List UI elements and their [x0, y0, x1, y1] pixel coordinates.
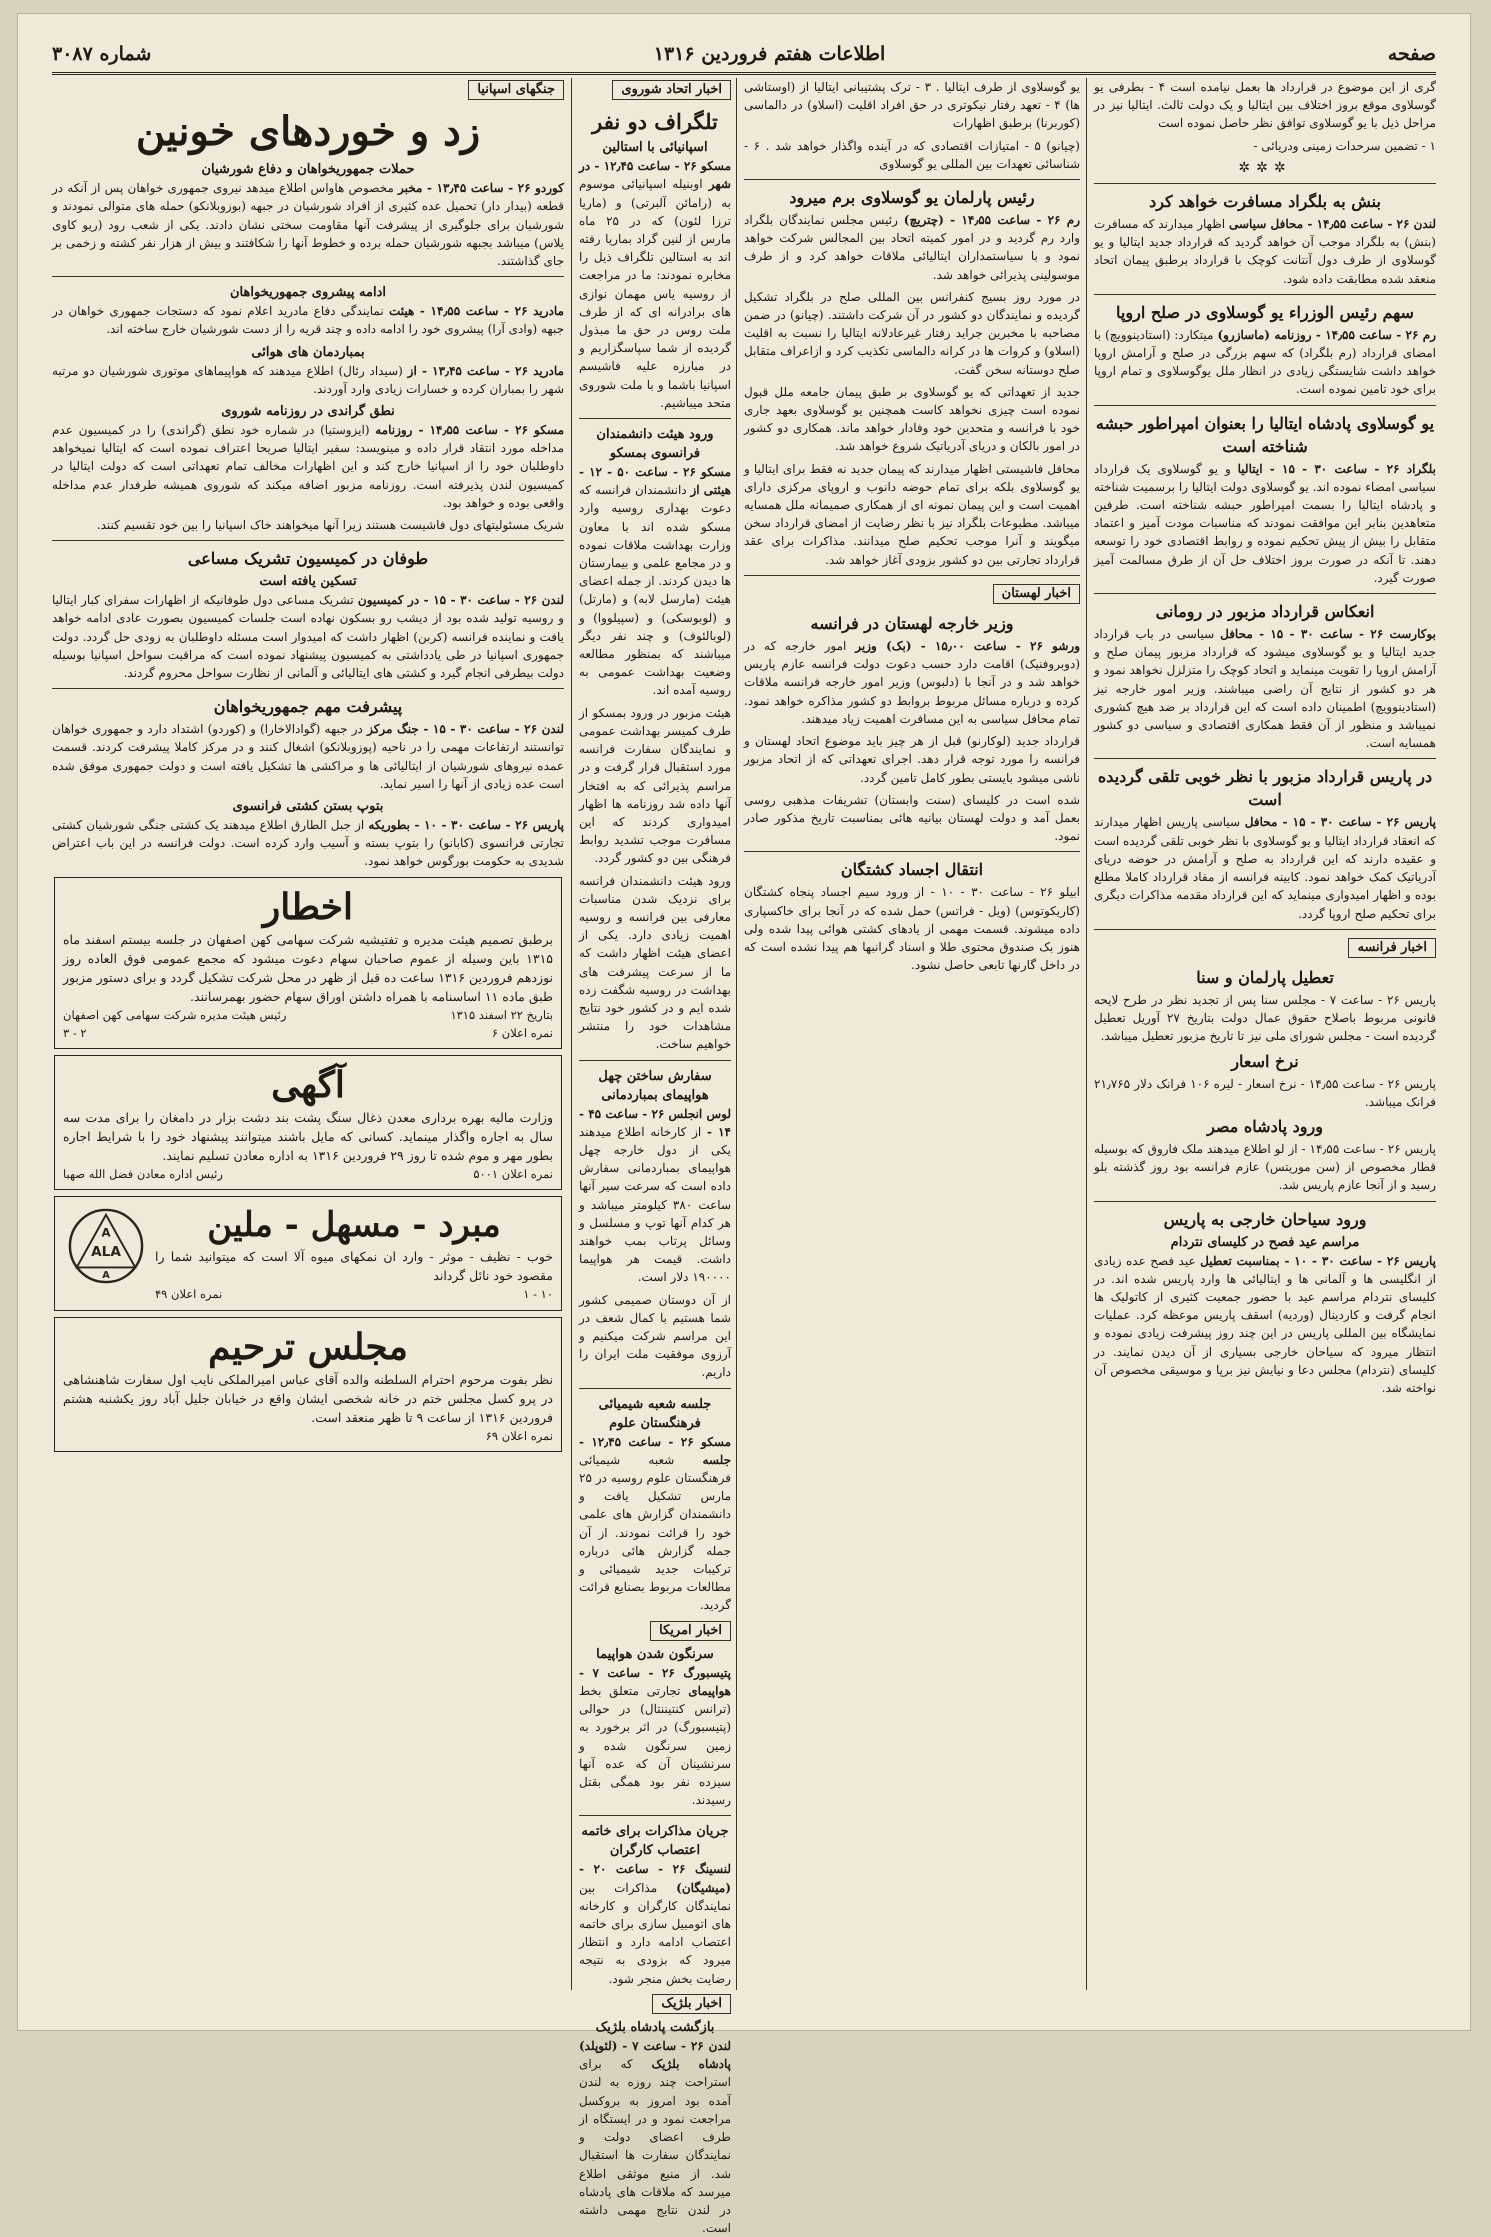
article-text: که برای استراحت چند روزه به لندن آمده بود امروز به بروکسل مراجعت نمود و در ایستگاه از طرف اعضای دولت و نمایندگان سفارت ها استقبال شد. از منبع موثقی اطلاع میرسد که ملاقات های پادشاه در لندن نتایج مهمی داشته است. [579, 2057, 731, 2236]
article-text: پاریس ۲۶ - ساعت ۱۴٫۵۵ - نرخ اسعار - لیره ۱۰۶ فرانک دلار ۲۱٫۷۶۵ فرانک میباشد. [1094, 1076, 1436, 1109]
article-text: مذاکرات بین نمایندگان کارگران و کارخانه های اتومبیل سازی برای خاتمه اعتصاب ادامه دارد و انتظار میرود که بزودی به نتیجه رضایت بخش منجر شود. [579, 1880, 731, 1986]
headline: سهم رئیس الوزراء یو گوسلاوی در صلح اروپا [1116, 302, 1414, 322]
article-text: مخصوص هاواس اطلاع میدهد نیروی جمهوری خواهان پس از آنکه در قطعه (بیدار دار) تحمیل عده کثیری از افراد شورشیان در جبهه (بوزوبلانکو) حمله های متوالی نمودند و شورشیان برای جلوگیری از پیشرفت آنها مقاومت سختی نشان دادند. یکی از شعب رود (ریو کاوی یلاس) میباشد بجبهه شورشیان حمله برده و خطوط آنها را شکافتند و بیش از هزار نفر کشته و زخمی بر جای گذاشتند. [52, 181, 564, 269]
newspaper-page [18, 14, 1470, 2236]
subheadline: تسکین یافته است [259, 574, 357, 590]
article-text: شریک مسئولیتهای دول فاشیست هستند زیرا آنها میخواهند خاک اسپانیا را بین خود تقسیم کنند. [96, 518, 564, 533]
column-rule [571, 78, 572, 1990]
headline: زد و خوردهای خونین [135, 108, 481, 156]
headline: یو گوسلاوی پادشاه ایتالیا را بعنوان امپراطور حبشه شناخته است [1095, 413, 1435, 456]
article-text: پاریس ۲۶ - ساعت ۱۴٫۵۵ - از لو اطلاع میدهند ملک فاروق که بوسیله قطار مخصوص از (سن موریتس) عازم فرانسه بود روز گذشته بلو رسید و از آنجا عازم پاریس شد. [1094, 1141, 1436, 1193]
article-text: هیئت مزبور در ورود بمسکو از طرف کمیسر بهداشت عمومی و نمایندگان سفارت فرانسه مورد استقبال قرار گرفت و در مراسم پذیرائی که به افتخار آنها داده شد روزنامه ها اظهار امیدواری کردند که این مسافرت موجب تشدید روابط فرهنگی بین دو کشور گردد. [579, 705, 731, 866]
dateline: پاریس ۲۶ - ساعت ۳۰ - ۱۰ - بطوریکه [368, 818, 565, 833]
article-text: شعبه شیمیائی فرهنگستان علوم روسیه در ۲۵ مارس تشکیل یافت و دانشمندان گزارش های علمی خود را قرائت نمودند. از آن جمله گزارش هائی درباره ترکیبات جدید شیمیائی و مطالعات مربوط بصنایع قرائت گردید. [579, 1452, 731, 1613]
headline: بنش به بلگراد مسافرت خواهد کرد [1149, 192, 1381, 212]
divider [579, 1815, 731, 1816]
headline: ورود هیئت دانشمندان فرانسوی بمسکو [596, 427, 714, 462]
dateline: پتیسبورگ ۲۶ - ساعت ۷ - هواپیمای [579, 1665, 731, 1699]
page-label: صفحه [1387, 43, 1436, 65]
column-1 [1094, 78, 1436, 1994]
divider [744, 179, 1080, 180]
notice-footer [63, 1024, 553, 1042]
notice-text: برطبق تصمیم هیئت مدیره و تفتیشیه شرکت سهامی کهن اصفهان در جلسه بیستم اسفند ماه ۱۳۱۵ باین وسیله از عموم صاحبان سهام دعوت میشود که مجمع عمومی فوق العاده روز نوزدهم فروردین ۱۳۱۶ ساعت ده قبل از ظهر در محل شرکت تشکیل گردد و برای دستور مزبور طبق ماده ۱۱ اساسنامه با همراه داشتن اوراق سهام حضور بهمرسانند. [63, 931, 554, 1004]
headline: تعطیل پارلمان و سنا [1196, 967, 1334, 987]
article-text: و یو گوسلاوی یک قرارداد سیاسی امضاء نموده اند. یو گوسلاوی دولت ایتالیا را برسمیت شناخته و پادشاه ایتالیا را بسمت امپراطور حبشه شناخته است. طرفین متعاهدین بنابر این موافقت نمودند که مناسبات مودت آمیز و اعتماد متقابل را بیش از پیش تحکیم نموده و روابط اقتصادی خود را توسعه دهند. تا آنکه در صورت بروز اختلاف حل آن از طرق مسالمت آمیز صورت گیرد. [1094, 461, 1436, 585]
dateline: ورشو ۲۶ - ساعت ۱۵٫۰۰ - (بک) وزیر [855, 639, 1080, 654]
headline: سرنگون شدن هواپیما [596, 1646, 714, 1662]
section-label: اخبار بلژیک [652, 1994, 731, 2014]
column-3 [579, 78, 732, 2236]
subheadline: حملات جمهوریخواهان و دفاع شورشیان [201, 162, 415, 178]
divider [744, 575, 1080, 576]
ala-logo-icon [67, 1207, 145, 1285]
product-code: ۱۰ - ۱ [523, 1287, 553, 1302]
subheadline: مراسم عید فصح در کلیسای نتردام [1170, 1234, 1360, 1250]
dateline: مادرید ۲۶ - ساعت ۱۳٫۴۵ - از [407, 363, 564, 378]
divider [579, 418, 731, 419]
advertisement-signature: رئیس اداره معادن فضل الله صهبا [63, 1167, 223, 1182]
article-text: گری از این موضوع در قرارداد ها بعمل نیامده است ۴ - بطرفی یو گوسلاوی موقع بروز اختلاف بین ایتالیا و یک دولت ثالث. ایتالیا نیز در مراحل ذیل با یو گوسلاوی توافق نظر حاصل نموده است [1094, 80, 1436, 131]
article-text: امور خارجه که در (دوبروفنیک) اقامت دارد حسب دعوت دولت فرانسه عازم پاریس خواهد شد و در آنجا با (دلبوس) وزیر امور خارجه فرانسه ملاقات کرده و درباره مسائل مربوط بروابط دو کشور مذاکره خواهد نمود. تمام محافل سیاسی به این مسافرت اهمیت زیاد میدهند. [744, 639, 1080, 726]
product-text: خوب - نظیف - موثر - وارد ان نمکهای میوه آلا است که میتوانید شما را مقصود خود نائل گرداند [155, 1249, 553, 1284]
dateline: لندن ۲۶ - ساعت ۷ - (لئوپلد) پادشاه بلژیک [579, 2039, 731, 2072]
dateline: بلگراد ۲۶ - ساعت ۳۰ - ۱۵ - ایتالیا [1237, 461, 1436, 476]
advertisement-box [54, 1055, 562, 1190]
dateline: پاریس ۲۶ - ساعت ۳۰ - ۱۰ - بمناسبت تعطیل [1200, 1253, 1436, 1268]
headline: پیشرفت مهم جمهوریخواهان [213, 697, 403, 717]
article-text: از آن دوستان صمیمی کشور شما هستیم با کمال شعف در این مراسم شرکت میکنیم و آرزوی موفقیت ملت ایران را داریم. [579, 1292, 731, 1380]
headline: نطق گراندی در روزنامه شوروی [221, 404, 395, 420]
article-text: اظهار میدارند که مسافرت (بنش) به بلگراد موجب آن خواهد گردید که قرارداد جدید ایتالیا و یو گوسلاوی از طرف دول آنتانت کوچک با قرارداد برطبق پیمان اتحاد منعقد شده مطابقت داده شود. [1094, 217, 1436, 286]
article-text: پاریس ۲۶ - ساعت ۷ - مجلس سنا پس از تجدید نظر در طرح لایحه قانونی مربوط باصلاح حقوق عمال دولت بتاریخ ۲۷ آوریل تعطیل گردیده است - مجلس شورای ملی نیز تا تاریخ مزبور تعطیل میباشد. [1094, 992, 1436, 1044]
dateline: لوس انجلس ۲۶ - ساعت ۴۵ - ۱۴ - [579, 1106, 731, 1139]
advertisement-footer [63, 1165, 553, 1183]
headline: نرخ اسعار [1231, 1051, 1299, 1071]
memorial-text: نظر بفوت مرحوم احترام السلطنه والده آقای عباس امیرالملکی نایب اول سفارت شاهنشاهی در پرو کسل مجلس ختم در خانه شخصی ایشان واقع در خیابان جلیل آباد روز یکشنبه هشتم فروردین ۱۳۱۶ از ساعت ۹ تا ظهر منعقد است. [63, 1371, 553, 1425]
dateline: مسکو ۲۶ - ساعت ۱۲٫۴۵ - در شهر [579, 159, 731, 192]
article-text: جدید از تعهداتی که یو گوسلاوی بر طبق پیمان جامعه ملل قبول نموده است چیزی نخواهد کاست همچنین یو گوسلاوی بعهد جاری خود با فرانسه و متحدین خود وفادار خواهد ماند. همکاری دو کشور در امور بالکان و دریای آدریاتیک شروع خواهد شد. [744, 384, 1080, 454]
divider [1094, 929, 1436, 930]
dateline: لندن ۲۶ - ساعت ۳۰ - ۱۵ - جنگ مرکز [367, 722, 564, 737]
date-line: اطلاعات هفتم فروردین ۱۳۱۶ [653, 43, 886, 65]
memorial-title: مجلس ترحیم [208, 1325, 408, 1368]
divider [744, 851, 1080, 852]
article-text: میتکارد: (استادینوویچ) با امضای قرارداد (رم بلگراد) که سهم بزرگی در صلح و آرامش اروپا خواهد داشت شایستگی زیادی در انظار ملل یوگوسلاوی و تمام اروپا برای خود تامین نموده است. [1094, 327, 1436, 397]
subheadline: اسپانیائی با استالین [602, 140, 708, 156]
divider [1094, 183, 1436, 184]
article-text: ۱ - تضمین سرحدات زمینی ودریائی - [1253, 138, 1436, 153]
article-text: در جبهه (گوادالاخارا) و (کوردو) اشتداد دارد و جمهوری خواهان توانستند ارتفاعات مهمی را در ناحیه (پوزوبلانکو) اشغال کنند و در مرکز کاملا پیشرفت کردند. قسمت عمده نیروهای شورشیان از ایتالیائی ها و مراکشی ها تشکیل یافته است و دولت جمهوری موفق شده است عده زیادی از آنها را اسیر نماید. [52, 722, 564, 791]
divider [1094, 294, 1436, 295]
dateline: لندن ۲۶ - ساعت ۳۰ - ۱۵ - در کمیسیون [357, 593, 565, 608]
notice-box [54, 877, 562, 1049]
dateline: مسکو ۲۶ - ساعت ۱۲٫۴۵ - جلسه [579, 1434, 731, 1467]
dateline: لندن ۲۶ - ساعت ۱۴٫۵۵ - محافل سیاسی [1228, 217, 1436, 232]
dateline: کوردو ۲۶ - ساعت ۱۳٫۴۵ - مخبر [398, 181, 564, 196]
article-text: تجارتی متعلق بخط (ترانس کنتیننتال) در حوالی (پتیسبورگ) در اثر برخورد به زمین سرنگون شده و سرنشینان آن که عده آنها سیزده نفر بود همگی بقتل رسیدند. [579, 1684, 731, 1808]
divider [1094, 758, 1436, 759]
section-label: جنگهای اسپانیا [468, 80, 564, 100]
headline: انعکاس قرارداد مزبور در رومانی [1155, 602, 1375, 622]
logo-word: ALA [91, 1244, 121, 1261]
article-text: قرارداد جدید (لوکارنو) قبل از هر چیز باید موضوع اتحاد لهستان و فرانسه را مورد توجه قرار دهد. اجرای تعهداتی که از اتحاد مزبور ناشی میشود بایستی بطور کامل تامین گردد. [744, 734, 1080, 785]
article-text: از کارخانه اطلاع میدهند یکی از دول خارجه چهل هواپیمای بمباردمانی سفارش داده است که سرعت سیر آنها ساعت ۳۸۰ کیلومتر میباشد و هر کدام آنها توپ و مسلسل و وسائل پرتاب بمب خواهند داشت. قیمت هر هواپیما ۱۹۰۰۰۰ دلار است. [579, 1124, 732, 1285]
headline: طوفان در کمیسیون تشریک مساعی [187, 549, 429, 569]
memorial-box [54, 1317, 562, 1452]
article-text: در مورد روز بسیج کنفرانس بین المللی صلح در بلگراد تشکیل گردیده و نمایندگان دو کشور در آن شرکت داشتند. (چیانو) در ضمن مصاحبه با مخبرین جراید رفتار غیرعادلانه ایتالیا را نسبت به اقلیت (اسلاو) و کروات ها در کرانه دالماسی تکذیب کرد و ازاعراف متقابل صلح دوستانه سخن گفت. [744, 289, 1080, 377]
divider [579, 1060, 731, 1061]
article-text: ابیلو ۲۶ - ساعت ۳۰ - ۱۰ - از ورود سیم اجساد پنجاه کشتگان (کاریکوتوس) (ویل - فراتس) حمل شده که در آنجا برای خاکسپاری داده میشوند. قسمت مهمی از یادهای کشتی هوائی پیدا شده ولی هنوز بک صندوق محتوی طلا و اسناد گرانبها هم پیدا نشده است که در داخل گارنها تابعی حاصل نشود. [744, 885, 1080, 973]
notice-number: نمره اعلان ۶ [491, 1025, 553, 1040]
masthead [52, 36, 1436, 75]
article-text: سیاسی در باب قرارداد جدید ایتالیا و یو گوسلاوی میشود که قرارداد مزبور پیمان صلح و آرامش اروپا را تقویت مینماید و اتحاد کوچک را متزلزل نخواهد نمود و هر دو کشور از نتایج آن راضی میباشند. وزیر امور خارجه نیز (استادینوویچ) اطمینان داده است که این قرارداد بر ضد هیچ کشوری نمیباشد و منظور از آن فقط همکاری اقتصادی و سیاسی دو کشور همسایه است. [1094, 627, 1436, 751]
product-brand: مبرد - مسهل - ملین [207, 1205, 501, 1246]
article-text: محافل فاشیستی اظهار میدارند که پیمان جدید نه فقط برای ایتالیا و یو گوسلاوی بلکه برای تمام حوضه دانوب و اروپای مرکزی دارای اهمیت است و این پیمان نمونه ای از همکاری صمیمانه ملل همسایه میباشد. مطبوعات بلگراد نیز با نظر رضایت از امضای قرارداد سخن میگویند و آنرا موجب تحکیم صلح میدانند. مذاکرات برای عقد قرارداد تجارتی بین دو کشور بزودی آغاز خواهد شد. [744, 461, 1080, 567]
advertisement-number: نمره اعلان ۵۰۰۱ [473, 1167, 553, 1182]
product-ad-box [54, 1196, 562, 1310]
dateline: مسکو ۲۶ - ساعت ۱۴٫۵۵ - روزنامه [375, 423, 565, 438]
section-label: اخبار اتحاد شوروی [612, 80, 731, 100]
article-text: نمایندگی دفاع مادرید اعلام نمود که دستجات جمهوری خواهان در جبهه (وادی آرا) پیشروی خود را ادامه داده و چند قریه را از دست شورشیان خارج ساخته اند. [52, 304, 564, 337]
article-text: تشریک مساعی دول طوفانیکه از اظهارات سفرای کبار ایتالیا و روسیه تولید شده بود از دیشب رو بسکون نهاده است جلسات کمیسیون بصورت عادی ادامه خواهد یافت و نماینده فرانسه (کربن) اظهار داشت که امیدوار است مسئله داوطلبان به زودی حل گردد. دولت جمهوری اسپانیا در طی یادداشتی به کمیسیون پیشنهاد نموده است که مراقبت سواحل اسپانیا بوسیله دولت بیطرفی انجام گیرد و کشتی های ایتالیائی و آلمانی از نظارت سواحل محروم گردند. [52, 593, 564, 681]
notice-code: ۲ - ۳ [63, 1025, 87, 1040]
article-text: دانشمندان فرانسه که دعوت بهداری روسیه وارد مسکو شده اند با معاون وزارت بهداشت ملاقات نموده و در مجامع علمی و بیمارستان ها دیدن کردند. از جمله اعضای هیئت (مارسل لابه) و (مارتل) و (لوبوسکی) و (سپیلووا) و (لوبالئوف) و چند نفر دیگر میباشند که بمنظور مطالعه وضعیت بهداشت عمومی به روسیه آمده اند. [579, 483, 731, 698]
column-2 [744, 78, 1080, 1994]
headline: ورود سیاحان خارجی به پاریس [1163, 1209, 1367, 1229]
article-text: عید فصح عده زیادی از انگلیسی ها و آلمانی ها و ایتالیائی ها وارد پاریس شده اند. در کلیسای نتردام مراسم عید با حضور جمعیت کثیری از کاتولیک ها انجام گرفت و کاردینال (وردیه) اسقف پاریس موعظه کرد. عملیات نمایشگاه بین المللی پاریس در این چند روز پیشرفت زیادی نموده و انتظار میرود که سیاحان خارجی بسیاری از آن دیدن نمایند. در کلیسای (نتردام) مجلس دعا و نیایش نیز برپا و موسیقی مخصوص آن نواخته شد. [1094, 1253, 1436, 1395]
column-rule [1086, 78, 1087, 1990]
issue-number: شماره ۳۰۸۷ [52, 43, 152, 65]
article-text: رئیس مجلس نمایندگان بلگراد وارد رم گردید و در امور کمیته اتحاد بین المجالس شرکت خواهد نمود و با سیاستمداران ایتالیائی ملاقات خواهد کرد و از طرف موسولینی پذیرائی خواهد شد. [744, 213, 1080, 282]
headline: انتقال اجساد کشتگان [840, 860, 984, 880]
section-label: اخبار فرانسه [1348, 938, 1436, 958]
notice-footer [63, 1006, 553, 1024]
column-rule [736, 78, 737, 1990]
article-text: اوبنیله اسپانیائی موسوم به (رامائن آلبرتی) و (ماریا ترزا لئون) که در ۲۵ ماه مارس از لنین گراد بماریا رفته اند به استالین تلگراف ذیل را مخابره نمودند: ما در مراجعت از روسیه یاس مهمان نوازی های برادرانه ای که از طرف ملت روس در حق ما مبذول گردیده از شما سپاسگزاریم و در مبارزه علیه فاشیسم اسپانیا باشما و با ملت شوروی متحد میباشیم. [579, 177, 732, 410]
divider [1094, 1201, 1436, 1202]
headline: رئیس پارلمان یو گوسلاوی برم میرود [789, 188, 1035, 208]
headline: وزیر خارجه لهستان در فرانسه [810, 614, 1014, 634]
article-text: یو گوسلاوی از طرف ایتالیا . ۳ - ترک پشتیبانی ایتالیا از (اوستاشی ها) ۴ - تعهد رفتار نیکوتری در حق افراد اقلیت (اسلاو) در دالماسی (کوربرنا) برطبق اظهارات [744, 80, 1080, 131]
star-divider: ✲✲✲ [1238, 159, 1292, 176]
headline: ادامه پیشروی جمهوریخواهان [230, 285, 386, 301]
divider [1094, 593, 1436, 594]
headline: بمباردمان های هوائی [251, 344, 365, 360]
dateline: مادرید ۲۶ - ساعت ۱۴٫۵۵ - هیئت [388, 304, 564, 319]
dateline: رم ۲۶ - ساعت ۱۴٫۵۵ - روزنامه (ماسازرو) [1217, 327, 1436, 342]
product-number: نمره اعلان ۴۹ [155, 1287, 223, 1302]
article-text: (چیانو) ۵ - امتیازات اقتصادی که در آینده واگذار خواهد شد . ۶ - شناسائی تعهدات بین المللی یو گوسلاوی [744, 138, 1080, 171]
product-footer [155, 1285, 553, 1303]
logo-letter: A [101, 1225, 111, 1240]
notice-title: اخطار [262, 885, 354, 928]
dateline: رم ۲۶ - ساعت ۱۴٫۵۵ - (چتریچ) [903, 213, 1081, 228]
headline: جریان مذاکرات برای خاتمه اعتصاب کارگران [581, 1824, 729, 1859]
article-text: از جبل الطارق اطلاع میدهند یک کشتی جنگی شورشیان کشتی تجارتی فرانسوی (کابانو) را بتوپ بسته و آسیب وارد کرده است. دولت فرانسه در این باب اعتراض شدیدی به حکومت بورگوس خواهد نمود. [52, 818, 564, 869]
divider [52, 540, 564, 541]
dateline: پاریس ۲۶ - ساعت ۳۰ - ۱۵ - محافل [1244, 815, 1437, 830]
headline: سفارش ساختن چهل هواپیمای بمباردمانی [598, 1068, 712, 1103]
divider [1094, 405, 1436, 406]
headline: بتوپ بستن کشتی فرانسوی [232, 799, 384, 815]
divider [52, 688, 564, 689]
dateline: مسکو ۲۶ - ساعت ۵۰ - ۱۲ - هیئتی از [579, 465, 732, 498]
headline: بازگشت پادشاه بلژیک [595, 2020, 715, 2036]
dateline: لنسینگ ۲۶ - ساعت ۲۰ - (میشیگان) [579, 1862, 731, 1895]
logo-letter: A [102, 1270, 110, 1282]
article-text: (ایزوستیا) در شماره خود نطق (گراندی) را در کمیسیون عدم مداخله مورد انتقاد قرار داده و مینویسد: سفیر ایتالیا صریحا اعتراف نموده است که ایتالیا نمیخواهد داوطلبان خود را از اسپانیا خارج کند و این اظهارات مخالف تمام تعهداتی است که دولت ایتالیا در کمیسیون لندن پذیرفته است. روزنامه مزبور اضافه میکند که شوروی همیشه طرفدار عدم مداخله واقعی بوده و خواهد بود. [52, 423, 565, 510]
column-4 [52, 78, 564, 1994]
divider [579, 1388, 731, 1389]
dateline: بوکارست ۲۶ - ساعت ۳۰ - ۱۵ - محافل [1220, 627, 1437, 642]
headline: جلسه شعبه شیمیائی فرهنگستان علوم [598, 1396, 712, 1431]
article-text: سیاسی پاریس اظهار میدارند که انعقاد قرارداد ایتالیا و یو گوسلاوی با نظر خوبی تلقی گردیده است و عقیده دارند که این قرارداد به صلح و آرامش در حوضه دریای آدریاتیک کمک خواهد نمود. کابینه فرانسه از مفاد قرارداد کاملا مطلع بوده و اظهار امیدواری مینماید که این قرارداد مقدمه مذاکرات دیگری برای تحکیم صلح اروپا گردد. [1094, 815, 1436, 921]
memorial-number: نمره اعلان ۶۹ [485, 1428, 553, 1443]
headline: تلگراف دو نفر [592, 109, 718, 135]
memorial-footer [63, 1427, 553, 1445]
advertisement-title: آگهی [271, 1064, 345, 1107]
headline: در پاریس قرارداد مزبور با نظر خوبی تلقی گردیده است [1097, 767, 1433, 810]
notice-date: بتاریخ ۲۲ اسفند ۱۳۱۵ [450, 1007, 553, 1022]
divider [52, 276, 564, 277]
article-text: شده است در کلیسای (سنت وابستان) تشریفات مذهبی روسی بعمل آمد و دولت لهستان بیانیه هائی بمناسبت تاریخ مذکور صادر نمود. [744, 792, 1080, 844]
advertisement-text: وزارت مالیه بهره برداری معدن ذغال سنگ پشت بند دشت بزار در دامغان را برای مدت سه سال به اجاره واگذار مینماید. کسانی که مایل باشند میتوانند پیشنهاد خود را با شرایط اجاره بطور مهر و موم شده تا روز ۲۹ فروردین ۱۳۱۶ به اداره معادن تسلیم نمایند. [63, 1110, 553, 1164]
headline: ورود پادشاه مصر [1207, 1116, 1323, 1136]
section-label: اخبار امریکا [650, 1621, 731, 1641]
article-text: (سیداد رئال) اطلاع میدهند که هواپیماهای موتوری شورشیان دو مرتبه شهر را بمباران کرده و خسارات زیادی وارد آوردند. [52, 363, 564, 396]
section-label: اخبار لهستان [993, 584, 1080, 604]
article-text: ورود هیئت دانشمندان فرانسه برای نزدیک شدن مناسبات معارفی بین فرانسه و روسیه اهمیت زیادی دارد. یکی از اعضای هیئت اظهار داشت که ما از سرعت پیشرفت های بهداشت در روسیه شگفت زده شده ایم و در کشور خود نتایج مشاهدات خود را منتشر خواهیم ساخت. [579, 873, 731, 1052]
notice-signature: رئیس هیئت مدیره شرکت سهامی کهن اصفهان [63, 1007, 287, 1022]
